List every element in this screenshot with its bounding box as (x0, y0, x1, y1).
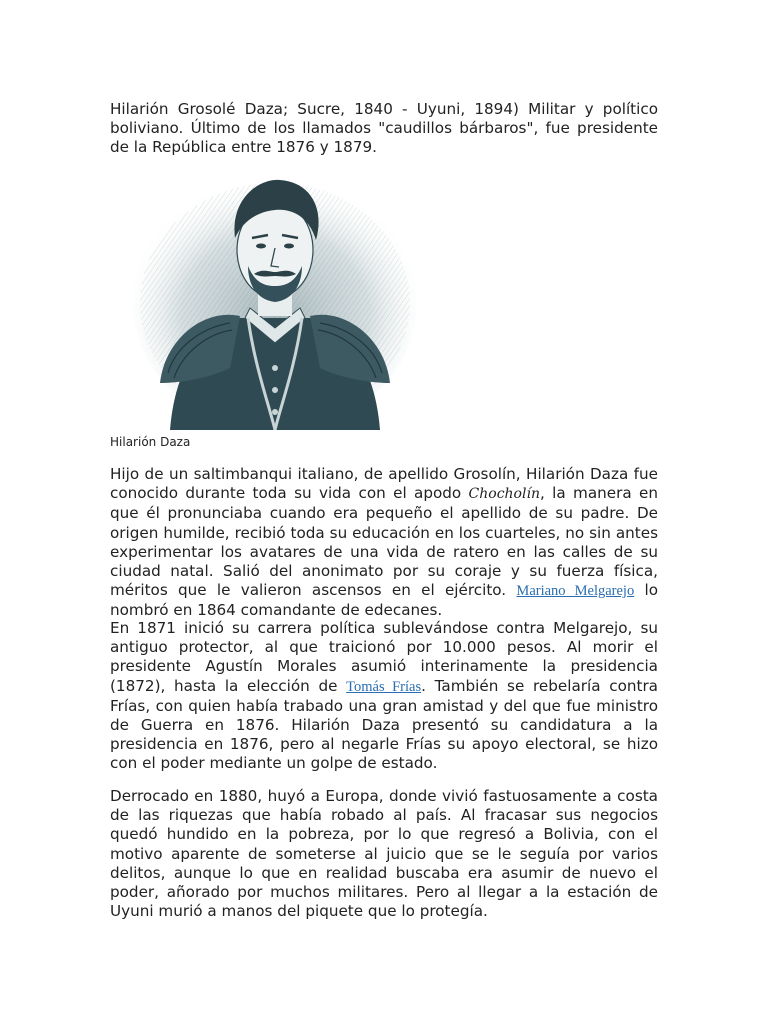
link-tomas-frias[interactable]: Tomás Frías (346, 678, 422, 695)
paragraph-text: lo nombró en 1864 comandante de edecanes. (110, 581, 658, 620)
portrait-caption: Hilarión Daza (110, 435, 191, 449)
link-mariano-melgarejo[interactable]: Mariano Melgarejo (516, 583, 635, 600)
paragraph-text: , la manera en que él pronunciaba cuando era pequeño el apellido de su padre. De origen humilde, recibió toda su educación en los cuarteles, no sin antes experimentar los avatares de una vida de ratero en las calles de su ciudad natal. Salió del anonimato por su coraje y su fuerza física, méritos que le valieron ascensos en el ejército. (110, 484, 658, 600)
paragraph-text: . También se rebelaría contra Frías, con quien había trabado una gran amistad y del que fue ministro de Guerra en 1876. Hilarión Daza presentó su candidatura a la presidencia en 1876, pero al negarle Frías su apoyo electoral, se hizo con el poder mediante un golpe de estado. (110, 676, 658, 773)
portrait-engraving (130, 168, 420, 430)
paragraph-political-career (110, 619, 658, 774)
intro-paragraph: Hilarión Grosolé Daza; Sucre, 1840 - Uyuni, 1894) Militar y político boliviano. Último de los llamados "caudillos bárbaros", fue presidente de la República entre 1876 y 1879. (110, 100, 658, 157)
paragraph-exile-and-death: Derrocado en 1880, huyó a Europa, donde vivió fastuosamente a costa de las riquezas que había robado al país. Al fracasar sus negocios quedó hundido en la pobreza, por lo que regresó a Bolivia, con el motivo aparente de someterse al juicio que se le seguía por varios delitos, aunque lo que en realidad buscaba era asumir de nuevo el poder, añorado por muchos militares. Pero al llegar a la estación de Uyuni murió a manos del piquete que lo protegía. (110, 787, 658, 921)
paragraph-text: En 1871 inició su carrera política sublevándose contra Melgarejo, su antiguo protector, al que traicionó por 10.000 pesos. Al morir el presidente Agustín Morales asumió interinamente la presidencia (1872), hasta la elección de (110, 619, 658, 695)
paragraph-text: Hijo de un saltimbanqui italiano, de apellido Grosolín, Hilarión Daza fue conocido durante toda su vida con el apodo (110, 465, 658, 503)
nickname-text: Chocholín (468, 486, 540, 503)
paragraph-early-life (110, 465, 658, 621)
